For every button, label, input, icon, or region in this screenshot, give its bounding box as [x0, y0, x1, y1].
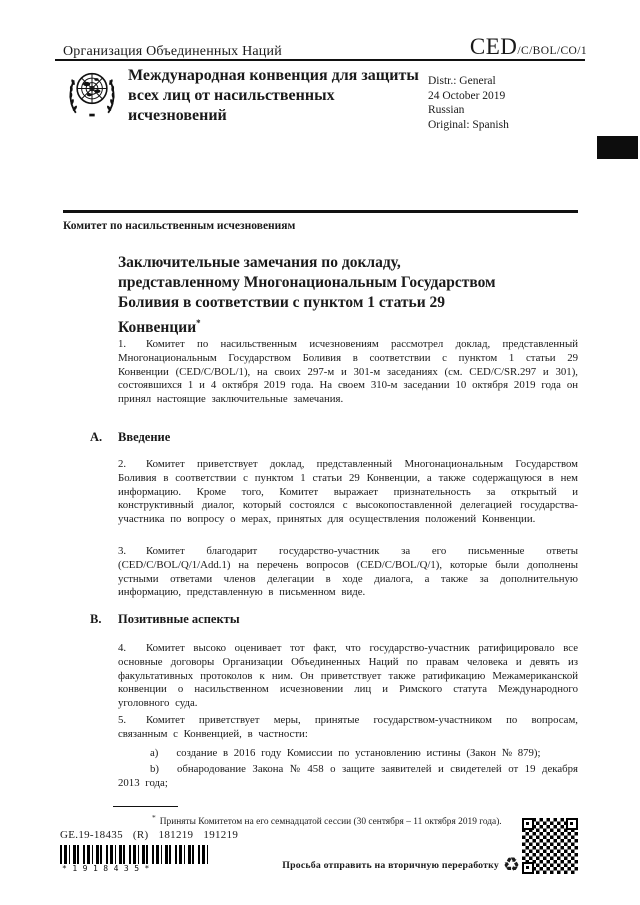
- document-symbol-main: CED: [469, 34, 518, 59]
- date-line: 24 October 2019: [428, 89, 506, 102]
- section-label: A.: [90, 430, 103, 444]
- paragraph-number: 1.: [118, 338, 127, 350]
- footnote-text: Приняты Комитетом на его семнадцатой сессии (30 сентября – 11 октября 2019 года).: [159, 817, 502, 828]
- footnote-divider: [113, 806, 178, 807]
- paragraph-number: 5.: [118, 714, 127, 726]
- qr-finder-pattern: [522, 818, 534, 830]
- list-item-text: создание в 2016 году Комиссии по установлению истины (Закон № 879);: [176, 747, 541, 759]
- qr-finder-pattern: [522, 862, 534, 874]
- paragraph-3: [118, 545, 578, 600]
- qr-finder-pattern: [566, 818, 578, 830]
- paragraph-text: Комитет благодарит государство-участник за его письменные ответы (CED/C/BOL/Q/1/Add.1) на перечень вопросов (CED/C/BOL/Q/1), которые были дополнены устными ответами членов делегации в ходе диалога, а также за дополнительную информацию, представленную в письменном виде.: [118, 545, 578, 599]
- footnote: [118, 812, 558, 828]
- title-footnote-marker: *: [196, 318, 201, 328]
- section-heading-b: [90, 612, 240, 627]
- section-label: B.: [90, 612, 102, 626]
- distr-line: Distr.: General: [428, 75, 496, 87]
- paragraph-text: Комитет по насильственным исчезновениям рассмотрел доклад, представленный Многонациональным Государством Боливия в соответствии с пунктом 1 статьи 29 Конвенции (CED/C/BOL/1), на своих 297-м и 301-м заседаниях (см. CED/C/SR.297 и 301), состоявшихся 1 и 4 октября 2019 года. На своем 310-м заседании 10 октября 2019 года он принял настоящие заключительные замечания.: [118, 338, 578, 406]
- ge-document-number: GE.19-18435 (R) 181219 191219: [60, 829, 239, 841]
- distribution-block: [428, 74, 509, 132]
- paragraph-2: [118, 458, 578, 527]
- un-emblem-icon: [65, 65, 119, 121]
- original-language-line: Original: Spanish: [428, 118, 509, 131]
- scan-stamp-box: [597, 136, 638, 159]
- section-title: Позитивные аспекты: [118, 612, 240, 626]
- masthead: [63, 34, 587, 60]
- barcode: [60, 845, 210, 873]
- recycle-notice: [270, 856, 520, 875]
- list-item-label: a): [150, 747, 159, 759]
- qr-code-icon: [522, 818, 578, 874]
- paragraph-text: Комитет приветствует меры, принятые государством-участником по вопросам, связанным с Конвенцией, в частности:: [118, 714, 578, 740]
- document-symbol: [470, 34, 587, 60]
- masthead-divider: [55, 59, 585, 61]
- list-item-label: b): [150, 763, 159, 775]
- paragraph-number: 3.: [118, 545, 127, 557]
- footnote-marker: *: [152, 813, 156, 822]
- paragraph-1: [118, 338, 578, 407]
- paragraph-5: [118, 714, 578, 742]
- document-symbol-suffix: /C/BOL/CO/1: [517, 45, 587, 57]
- un-org-name: Организация Объединенных Наций: [63, 44, 282, 59]
- language-line: Russian: [428, 104, 465, 116]
- list-item-a: [118, 747, 578, 761]
- committee-heading: Комитет по насильственным исчезновениям: [63, 220, 296, 232]
- recycle-icon: ♻: [502, 854, 520, 876]
- paragraph-text: Комитет высоко оценивает тот факт, что государство-участник ратифицировало все основные договоры Организации Объединенных Наций по правам человека и девять из факультативных протоколов к ним. Он приветствует также ратификацию Межамериканской конвенции о насильственном исчезновении лиц и Римского статута Международного уголовного суда.: [118, 642, 578, 710]
- barcode-bars-icon: [60, 845, 210, 864]
- paragraph-number: 2.: [118, 458, 127, 470]
- barcode-text: *1918435*: [62, 864, 155, 873]
- list-item-text: обнародование Закона № 458 о защите заявителей и свидетелей от 19 декабря 2013 года;: [118, 763, 578, 789]
- convention-title: Международная конвенция для защиты всех лиц от насильственных исчезновений: [128, 67, 419, 124]
- section-title: Введение: [118, 430, 171, 444]
- paragraph-4: [118, 642, 578, 711]
- section-divider: [63, 210, 578, 213]
- list-item-b: [118, 763, 578, 791]
- recycle-text: Просьба отправить на вторичную переработку: [282, 860, 499, 871]
- page-title: [118, 253, 510, 338]
- page-title-text: Заключительные замечания по докладу, представленному Многонациональным Государством Боливия в соответствии с пунктом 1 статьи 29 Конвенции: [118, 254, 496, 337]
- paragraph-text: Комитет приветствует доклад, представленный Многонациональным Государством Боливия в соответствии с пунктом 1 статьи 29 Конвенции, а также содержащуюся в нем информацию. Кроме того, Комитет выражает признательность за открытый и конструктивный диалог, который состоялся с высокопоставленной делегацией государства-участника по вопросу о мерах, принятых для осуществления положений Конвенции.: [118, 458, 578, 526]
- paragraph-number: 4.: [118, 642, 127, 654]
- section-heading-a: [90, 430, 170, 445]
